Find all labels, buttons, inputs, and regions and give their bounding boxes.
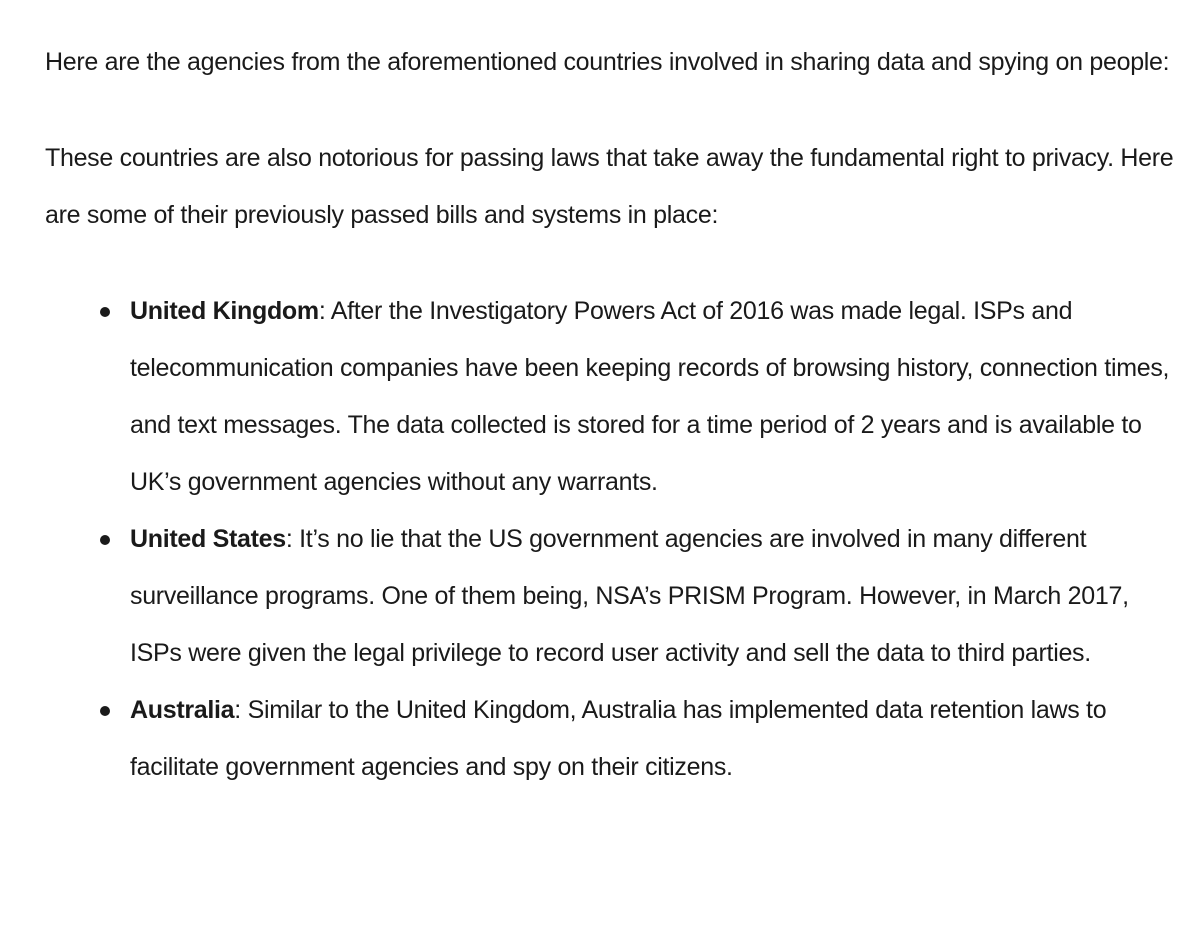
country-name: Australia	[130, 696, 235, 724]
country-description: : Similar to the United Kingdom, Australia has implemented data retention laws to facilitate government agencies and spy on their citizens.	[130, 696, 1107, 781]
country-description: : After the Investigatory Powers Act of 2016 was made legal. ISPs and telecommunication companies have been keeping records of browsing history, connection times, and text messages. The data collected is stored for a time period of 2 years and is available to UK’s government agencies without any warrants.	[130, 297, 1170, 496]
list-item	[130, 283, 1175, 511]
list-item	[130, 682, 1175, 796]
country-name: United Kingdom	[130, 297, 319, 325]
laws-intro-paragraph: These countries are also notorious for passing laws that take away the fundamental right to privacy. Here are some of their previously passed bills and systems in place:	[45, 144, 1174, 229]
bullet-icon	[100, 706, 110, 716]
country-description: : It’s no lie that the US government agencies are involved in many different surveillance programs. One of them being, NSA’s PRISM Program. However, in March 2017, ISPs were given the legal privilege to record user activity and sell the data to third parties.	[130, 525, 1129, 667]
list-item	[130, 511, 1175, 682]
bullet-icon	[100, 535, 110, 545]
intro-paragraph: Here are the agencies from the aforementioned countries involved in sharing data and spying on people:	[45, 48, 1170, 76]
country-name: United States	[130, 525, 286, 553]
country-list	[45, 283, 1175, 796]
article-body	[45, 34, 1175, 796]
bullet-icon	[100, 307, 110, 317]
